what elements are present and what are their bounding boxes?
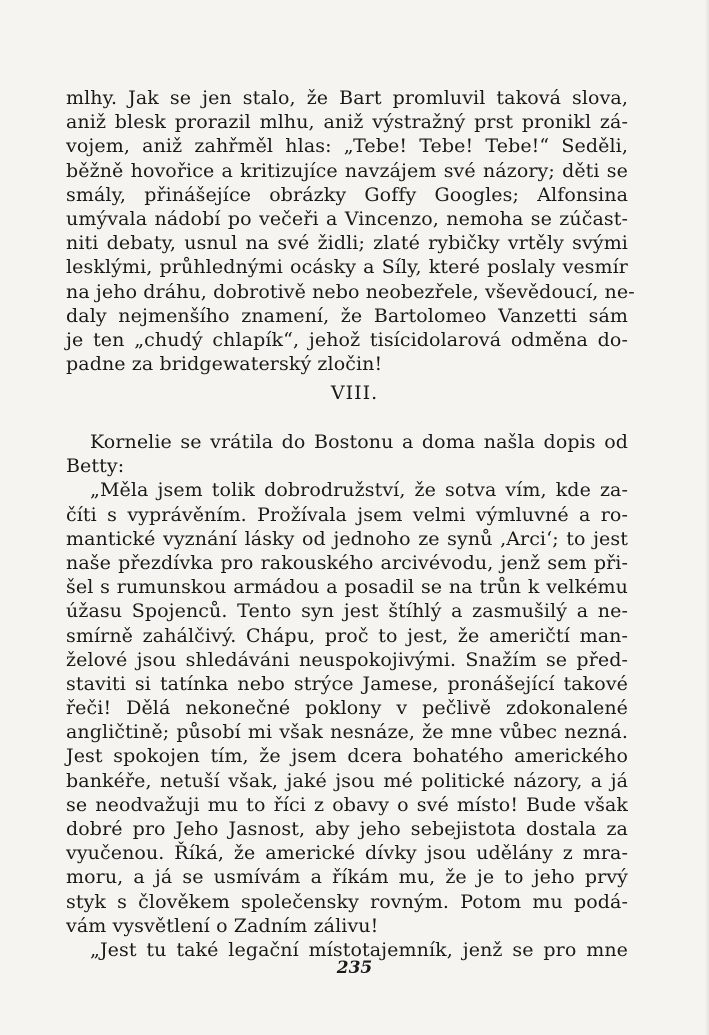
text-line: vám vysvětlení o Zadním zálivu! [66,914,379,937]
text-line: úžasu Spojenců. Tento syn jest štíhlý a zasmušilý a ne- [66,600,628,623]
text-line: dobré pro Jeho Jasnost, aby jeho sebejistota dostala za [66,818,628,840]
text-line: mantické vyznání lásky od jednoho ze synů ‚Arci‘; to jest [66,527,628,550]
text-line: šel s rumunskou armádou a posadil se na trůn k velkému [66,576,628,599]
paragraph-letter [66,430,628,962]
text-line: želové jsou shledáváni neuspokojivými. Snažím se před- [66,648,628,671]
text-line: moru, a já se usmívám a říkám mu, že je to jeho prvý [66,866,628,889]
paragraph-continued [66,86,635,376]
text-line: staviti si tatínka nebo strýce Jamese, pronášející takové [66,672,628,695]
text-line: styk s člověkem společensky rovným. Potom mu podá- [66,890,628,913]
text-line: Betty: [66,455,125,478]
text-line: angličtině; působí mi však nesnáze, že mne vůbec nezná. [66,721,628,744]
text-line: naše přezdívka pro rakouského arcivévodu, jenž sem při- [66,551,628,574]
text-line: je ten „chudý chlapík“, jehož tisícidolarová odměna do- [66,328,628,351]
text-line: umývala nádobí po večeři a Vincenzo, nemoha se zúčast- [66,207,628,230]
text-line: se neodvažuji mu to říci z obavy o své místo! Bude však [66,793,628,816]
text-line: niti debaty, usnul na své židli; zlaté rybičky vrtěly svými [66,232,628,255]
text-line: číti s vyprávěním. Prožívala jsem velmi výmluvné a ro- [66,503,628,526]
text-line: na jeho dráhu, dobrotivě nebo neobezřele, vševědoucí, ne- [66,280,635,303]
text-line: Kornelie se vrátila do Bostonu a doma našla dopis od [90,431,628,453]
text-line: smály, přinášejíce obrázky Goffy Googles; Alfonsina [66,183,628,206]
text-line: Jest spokojen tím, že jsem dcera bohatého amerického [66,745,628,768]
text-line: aniž blesk prorazil mlhu, aniž výstražný prst pronikl zá- [66,111,628,134]
page-number: 235 [336,958,373,978]
text-line: bankéře, netuší však, jaké jsou mé politické názory, a já [66,769,628,792]
text-line: řeči! Dělá nekonečné poklony v pečlivě zdokonalené [66,697,628,720]
text-line: smírně zahálčivý. Chápu, proč to jest, že američtí man- [66,624,628,647]
text-line: vyučenou. Říká, že americké dívky jsou udělány z mra- [66,842,628,865]
text-line: padne za bridgewaterský zločin! [66,353,383,376]
text-line: „Jest tu také legační místotajemník, jenž se pro mne [90,938,628,961]
text-line: „Měla jsem tolik dobrodružství, že sotva vím, kde za- [90,479,628,502]
scan-edge-shadow [705,0,709,1035]
text-line: běžně hovořice a kritizujíce navzájem své názory; děti se [66,159,628,182]
text-line: lesklými, průhlednými ocásky a Síly, které poslaly vesmír [66,256,628,279]
chapter-heading: VIII. [330,382,379,404]
text-line: vojem, aniž zahřměl hlas: „Tebe! Tebe! Tebe!“ Seděli, [66,135,628,158]
text-line: daly nejmenšího znamení, že Bartolomeo Vanzetti sám [66,304,628,327]
text-line: mlhy. Jak se jen stalo, že Bart promluvil taková slova, [66,87,628,109]
